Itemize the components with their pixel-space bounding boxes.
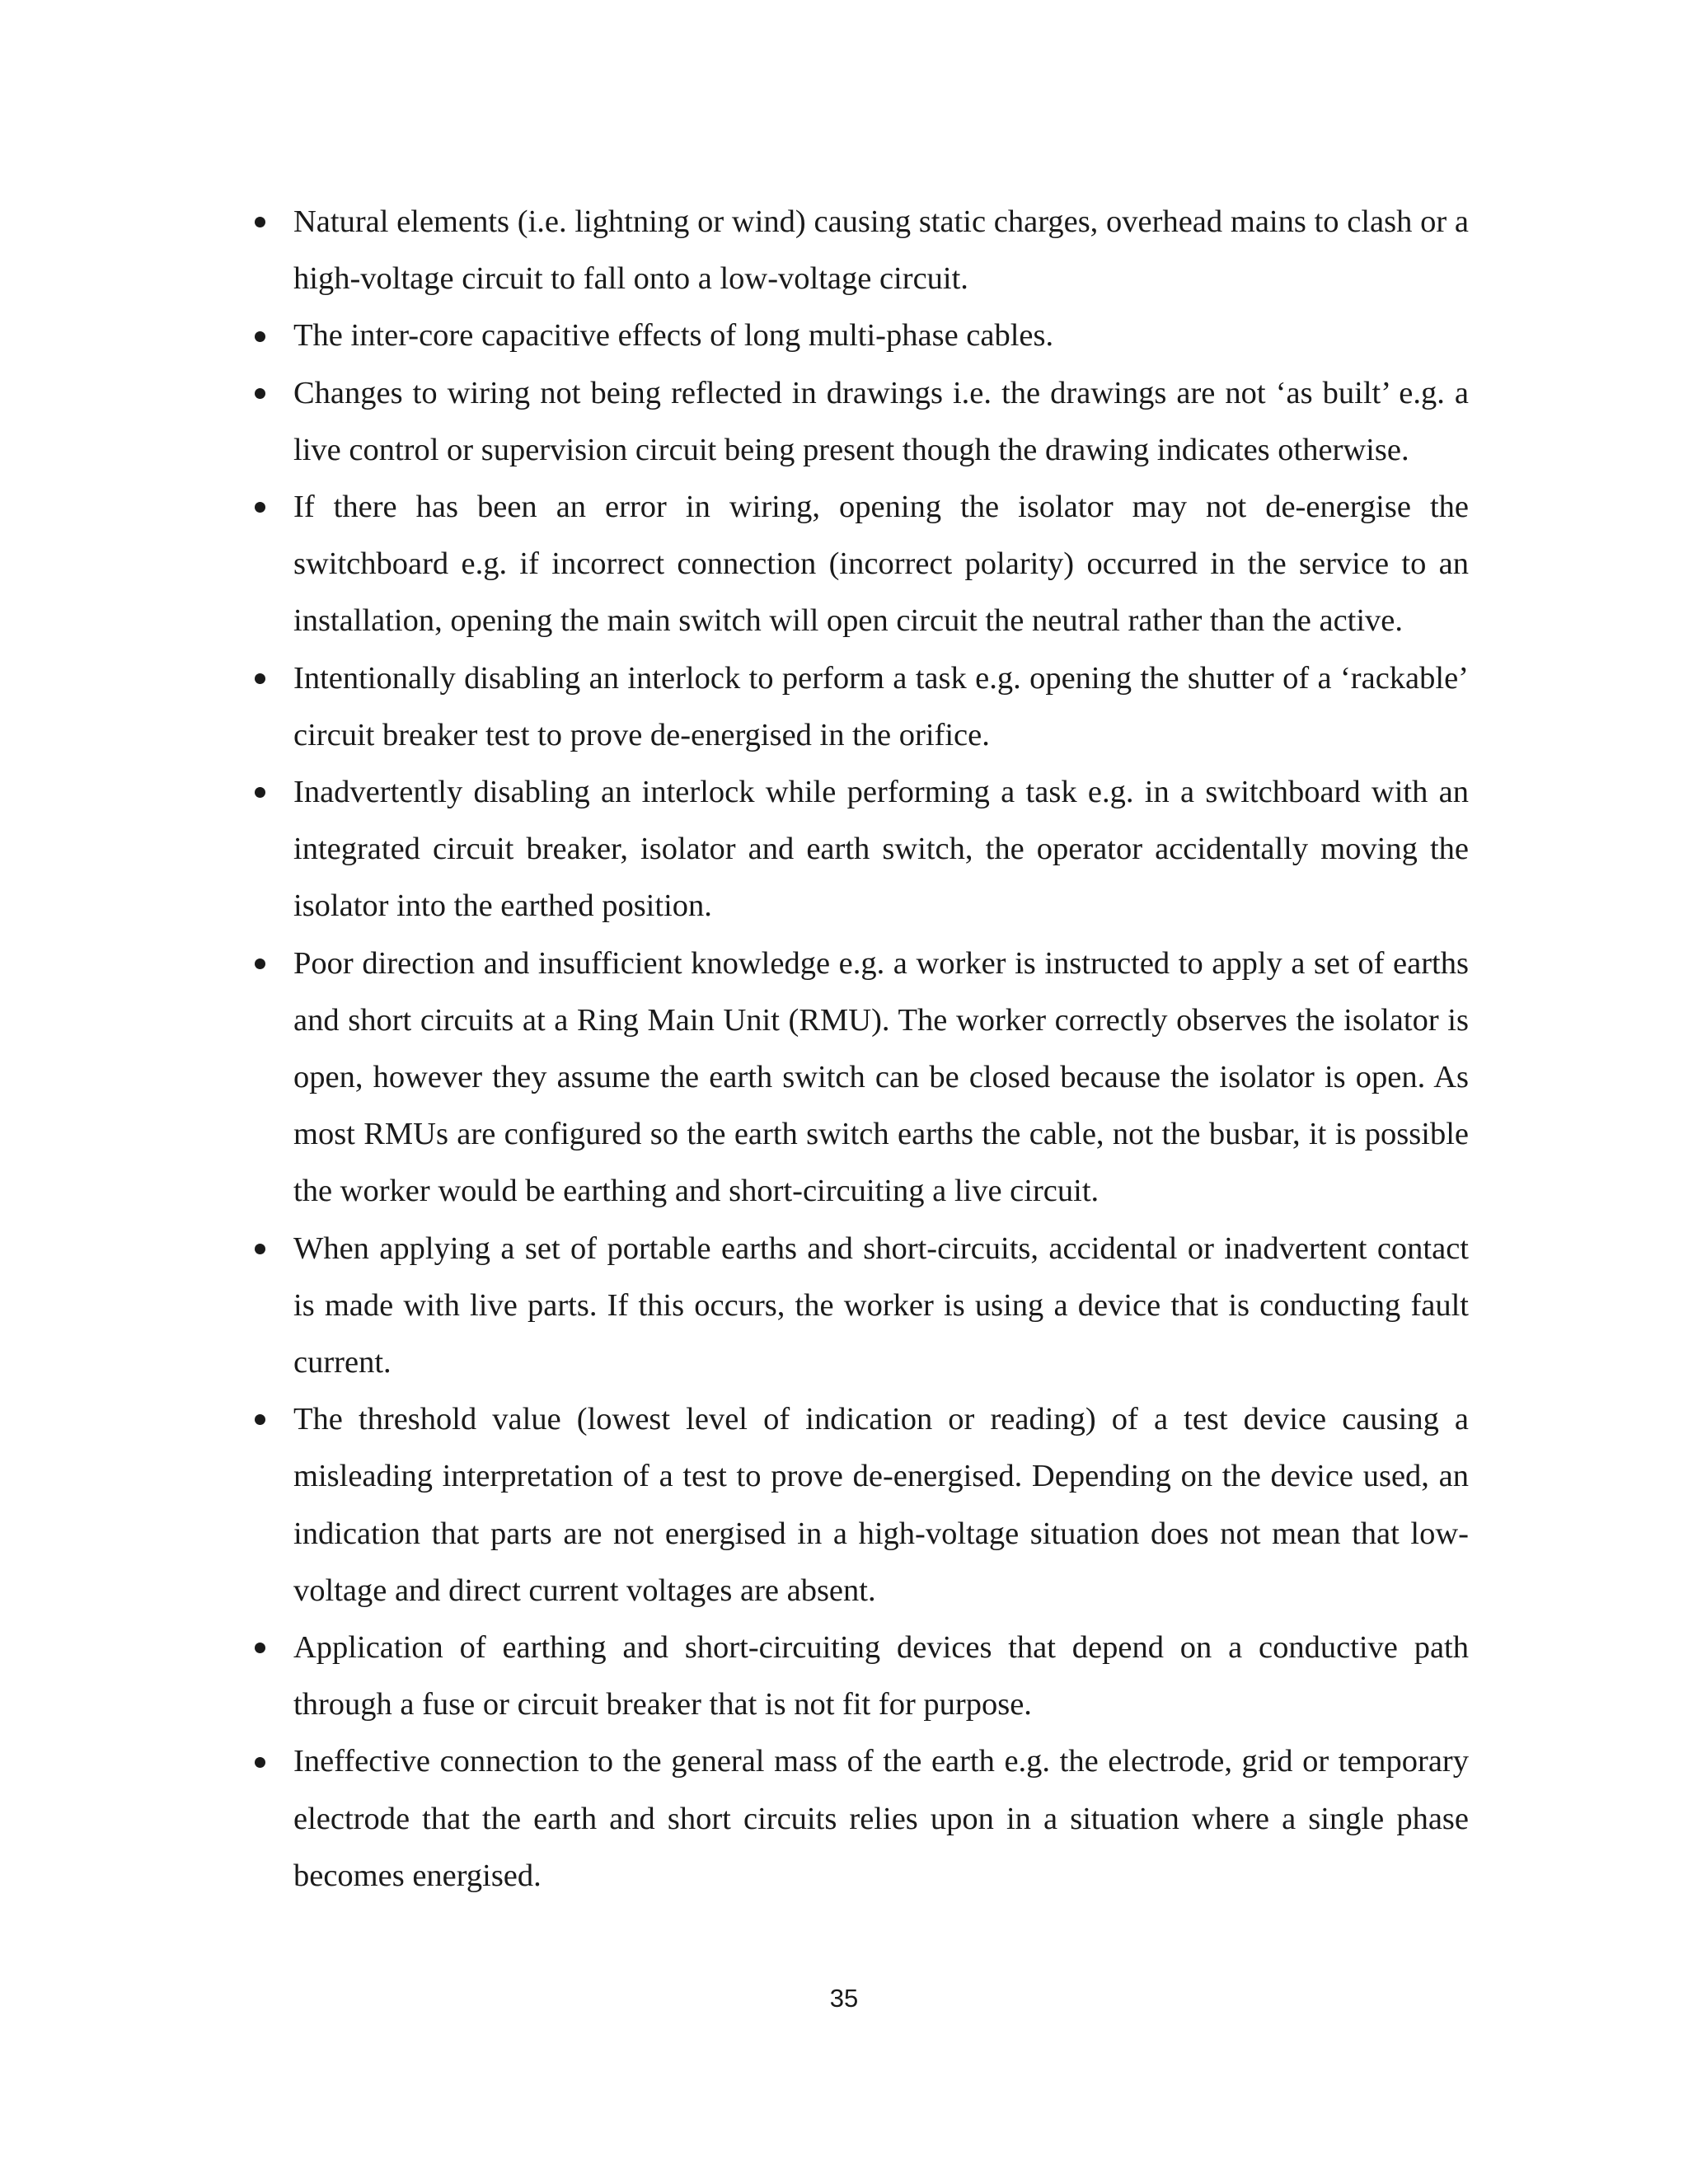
list-item-text: Intentionally disabling an interlock to perform a task e.g. opening the shutter of a ‘rackable’ circuit breaker test to prove de-energised in the orifice.	[293, 660, 1469, 752]
bullet-icon	[247, 365, 272, 422]
page-number: 35	[829, 1984, 859, 2013]
list-item-text: Changes to wiring not being reflected in drawings i.e. the drawings are not ‘as built’ e.g. a live control or supervision circuit being present though the drawing indicates otherwise.	[293, 375, 1469, 467]
list-item	[247, 365, 1469, 479]
list-item-text: When applying a set of portable earths and short-circuits, accidental or inadvertent contact is made with live parts. If this occurs, the worker is using a device that is conducting fault current.	[293, 1230, 1469, 1380]
bullet-icon	[247, 1391, 272, 1448]
bullet-icon	[247, 935, 272, 992]
list-item	[247, 764, 1469, 935]
list-item-text: Ineffective connection to the general mass of the earth e.g. the electrode, grid or temporary electrode that the earth and short circuits relies upon in a situation where a single phase becomes energised.	[293, 1744, 1469, 1893]
list-item-text: Application of earthing and short-circuiting devices that depend on a conductive path through a fuse or circuit breaker that is not fit for purpose.	[293, 1630, 1469, 1722]
bullet-icon	[247, 650, 272, 707]
list-item	[247, 1221, 1469, 1392]
bullet-icon	[247, 307, 272, 364]
list-item	[247, 194, 1469, 307]
list-item-text: The inter-core capacitive effects of long multi-phase cables.	[293, 318, 1054, 354]
bullet-list	[247, 194, 1469, 1905]
list-item	[247, 1619, 1469, 1733]
list-item-text: The threshold value (lowest level of indication or reading) of a test device causing a misleading interpretation of a test to prove de-energised. Depending on the device used, an indication that parts are not energised in a high-voltage situation does not mean that low-voltage and direct current voltages are absent.	[293, 1402, 1469, 1608]
list-item	[247, 1391, 1469, 1619]
list-item-text: Poor direction and insufficient knowledge e.g. a worker is instructed to apply a set of earths and short circuits at a Ring Main Unit (RMU). The worker correctly observes the isolator is open, however they assume the earth switch can be closed because the isolator is open. As most RMUs are configured so the earth switch earths the cable, not the busbar, it is possible the worker would be earthing and short-circuiting a live circuit.	[293, 945, 1469, 1209]
list-item	[247, 650, 1469, 764]
bullet-icon	[247, 479, 272, 536]
list-item	[247, 307, 1469, 364]
list-item	[247, 479, 1469, 650]
list-item	[247, 935, 1469, 1221]
bullet-icon	[247, 1733, 272, 1790]
list-item-text: If there has been an error in wiring, opening the isolator may not de-energise the switchboard e.g. if incorrect connection (incorrect polarity) occurred in the service to an installation, opening the main switch will open circuit the neutral rather than the active.	[293, 490, 1469, 639]
bullet-icon	[247, 764, 272, 821]
list-item-text: Inadvertently disabling an interlock while performing a task e.g. in a switchboard with an integrated circuit breaker, isolator and earth switch, the operator accidentally moving the isolator into the earthed position.	[293, 775, 1469, 924]
list-item	[247, 1733, 1469, 1905]
bullet-icon	[247, 1221, 272, 1277]
bullet-icon	[247, 1619, 272, 1676]
list-item-text: Natural elements (i.e. lightning or wind) causing static charges, overhead mains to clash or a high-voltage circuit to fall onto a low-voltage circuit.	[293, 204, 1469, 297]
bullet-icon	[247, 194, 272, 251]
